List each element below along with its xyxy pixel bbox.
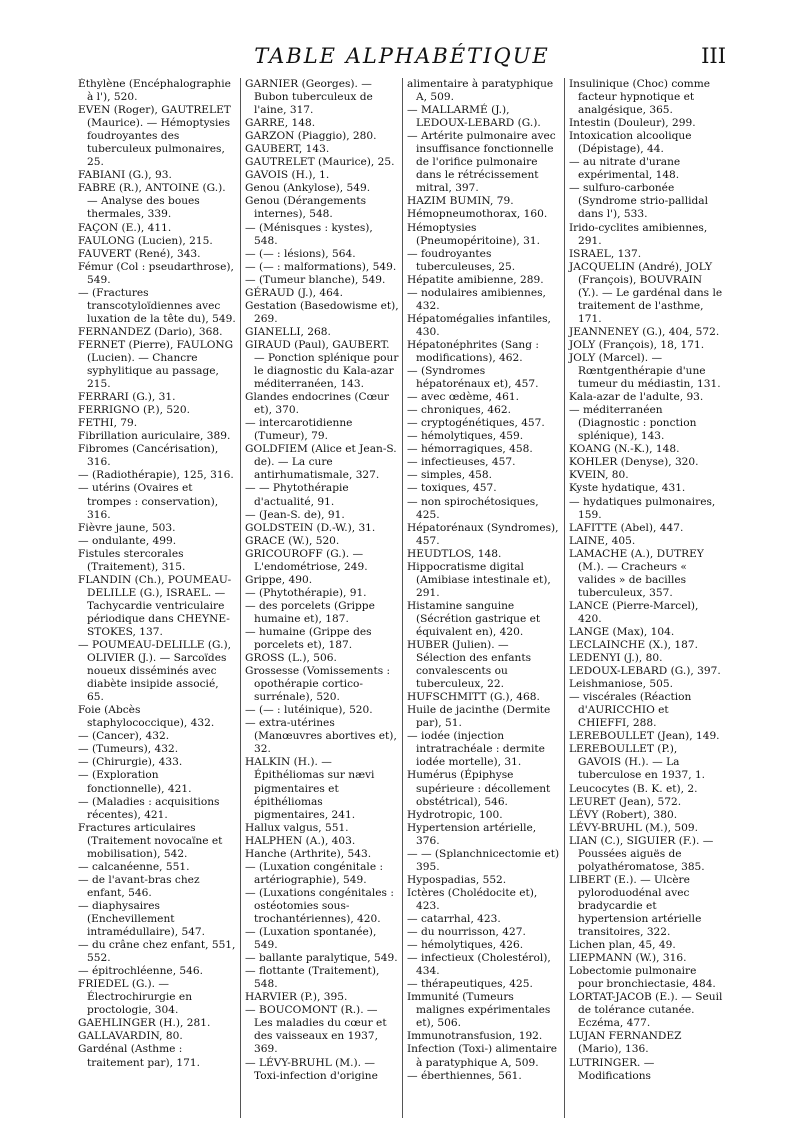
index-entry: — avec œdème, 461. [407, 391, 519, 404]
index-entry: — (Syndromes hépatorénaux et), 457. [407, 365, 539, 391]
index-column-1 [78, 78, 240, 1118]
index-entry: Immunotransfusion, 192. [407, 1030, 543, 1043]
index-entry: GROSS (L.), 506. [245, 652, 337, 665]
index-entry: — des porcelets (Grippe humaine et), 187. [245, 599, 375, 625]
index-entry: Humérus (Épiphyse supérieure : décollement obstétrical), 546. [407, 769, 551, 808]
index-entry: HUFSCHMITT (G.), 468. [407, 691, 540, 704]
index-entry: — du nourrisson, 427. [407, 926, 526, 939]
index-column-4 [564, 78, 726, 1118]
index-entry: Lichen plan, 45, 49. [569, 939, 676, 952]
index-entry: GOLDSTEIN (D.-W.), 31. [245, 521, 376, 534]
index-entry: FETHI, 79. [78, 417, 138, 430]
index-entry: GÉRAUD (J.), 464. [245, 286, 343, 299]
index-entry: Kala-azar de l'adulte, 93. [569, 391, 704, 404]
index-entry: LEDENYI (J.), 80. [569, 652, 663, 665]
index-entry: HARVIER (P.), 395. [245, 991, 348, 1004]
index-entry: FERRARI (G.), 31. [78, 391, 176, 404]
index-entry: — cryptogénétiques, 457. [407, 417, 545, 430]
index-entry: ISRAEL, 137. [569, 247, 642, 260]
index-entry: Fractures articulaires (Traitement novocaïne et mobilisation), 542. [78, 821, 223, 860]
index-entry: Fièvre jaune, 503. [78, 521, 176, 534]
index-entry: LUJAN FERNANDEZ (Mario), 136. [569, 1030, 682, 1056]
index-entry: GARZON (Piaggio), 280. [245, 130, 377, 143]
index-entry: — éberthiennes, 561. [407, 1069, 522, 1082]
index-entry: — nodulaires amibiennes, 432. [407, 286, 546, 312]
index-entry: Fistules stercorales (Traitement), 315. [78, 547, 186, 573]
index-entry: — (Luxation congénitale : artériographie), 549. [245, 860, 384, 886]
index-entry: — sulfuro-carbonée (Syndrome strio-pallidal dans l'), 533. [569, 182, 708, 221]
index-columns [78, 78, 726, 1118]
index-entry: FLANDIN (Ch.), POUMEAU-DELILLE (G.), ISRAEL. — Tachycardie ventriculaire périodique dans CHEYNE-STOKES, 137. [78, 573, 232, 638]
index-entry: KVEIN, 80. [569, 469, 629, 482]
index-entry: Genou (Ankylose), 549. [245, 182, 371, 195]
index-entry: Hypertension artérielle, 376. [407, 821, 537, 847]
index-entry: HALPHEN (A.), 403. [245, 834, 356, 847]
index-entry: FERRIGNO (P.), 520. [78, 404, 190, 417]
index-entry: — (Exploration fonctionnelle), 421. [78, 769, 192, 795]
index-entry: Histamine sanguine (Sécrétion gastrique et équivalent en), 420. [407, 599, 541, 638]
index-entry: alimentaire à paratyphique A, 509. [407, 78, 554, 104]
page-header [78, 44, 726, 72]
index-entry: Intestin (Douleur), 299. [569, 117, 696, 130]
index-entry: Fibrillation auriculaire, 389. [78, 430, 231, 443]
index-entry: — non spirochétosiques, 425. [407, 495, 539, 521]
index-entry: GAUTRELET (Maurice), 25. [245, 156, 395, 169]
index-entry: HEUDTLOS, 148. [407, 547, 502, 560]
index-entry: GOLDFIEM (Alice et Jean-S. de). — La cure antirhumatismale, 327. [245, 443, 397, 482]
index-entry: — toxiques, 457. [407, 482, 497, 495]
index-entry: Immunité (Tumeurs malignes expérimentales et), 506. [407, 991, 551, 1030]
index-entry: LEURET (Jean), 572. [569, 795, 682, 808]
index-entry: Hippocratisme digital (Amibiase intestinale et), 291. [407, 560, 551, 599]
index-entry: Gardénal (Asthme : traitement par), 171. [78, 1043, 200, 1069]
index-entry: — catarrhal, 423. [407, 913, 501, 925]
index-entry: FABRE (R.), ANTOINE (G.). — Analyse des boues thermales, 339. [78, 182, 226, 221]
index-entry: Ictères (Cholédocite et), 423. [407, 886, 538, 912]
index-entry: — de l'avant-bras chez enfant, 546. [78, 873, 200, 899]
index-entry: Hydrotropic, 100. [407, 808, 503, 821]
index-entry: — simples, 458. [407, 469, 493, 482]
index-entry: — hémorragiques, 458. [407, 443, 533, 456]
index-entry: Glandes endocrines (Cœur et), 370. [245, 391, 389, 417]
index-entry: — ondulante, 499. [78, 534, 177, 547]
index-entry: Huile de jacinthe (Dermite par), 51. [407, 704, 551, 730]
index-entry: — — Phytothérapie d'actualité, 91. [245, 482, 349, 508]
index-entry: — BOUCOMONT (R.). — Les maladies du cœur et des vaisseaux en 1937, 369. [245, 1004, 387, 1056]
index-entry: — thérapeutiques, 425. [407, 978, 533, 991]
index-entry: — (Maladies : acquisitions récentes), 421. [78, 795, 220, 821]
index-entry: Grossesse (Vomissements : opothérapie cortico-surrénale), 520. [245, 665, 391, 704]
index-entry: GAUBERT, 143. [245, 143, 330, 156]
index-entry: Fémur (Col : pseudarthrose), 549. [78, 260, 234, 286]
index-entry: — iodée (injection intratrachéale : dermite iodée mortelle), 31. [407, 730, 545, 769]
index-entry: FERNET (Pierre), FAULONG (Lucien). — Chancre syphylitique au passage, 215. [78, 338, 234, 391]
index-entry: Hépatite amibienne, 289. [407, 273, 544, 286]
index-entry: LÉVY-BRUHL (M.), 509. [569, 821, 698, 834]
index-entry: Infection (Toxi-) alimentaire à paratyphique A, 509. [407, 1043, 558, 1069]
index-entry: — au nitrate d'urane expérimental, 148. [569, 156, 681, 182]
index-entry: EVEN (Roger), GAUTRELET (Maurice). — Hémoptysies foudroyantes des tuberculeux pulmonaires, 25. [78, 104, 231, 169]
index-entry: — (Fractures transcotyloïdiennes avec luxation de la tête du), 549. [78, 286, 236, 325]
index-entry: — (— : malformations), 549. [245, 260, 397, 273]
page-number: III [701, 44, 726, 68]
index-entry: — épitrochléenne, 546. [78, 965, 204, 978]
index-entry: HALKIN (H.). — Épithéliomas sur nævi pigmentaires et épithéliomas pigmentaires, 241. [245, 756, 375, 821]
index-entry: Insulinique (Choc) comme facteur hypnotique et analgésique, 365. [569, 78, 711, 117]
index-entry: LAFITTE (Abel), 447. [569, 521, 684, 534]
index-entry: Leucocytes (B. K. et), 2. [569, 782, 698, 795]
index-entry: — (Cancer), 432. [78, 730, 170, 743]
index-entry: — (Phytothérapie), 91. [245, 586, 367, 599]
index-entry: — hydatiques pulmonaires, 159. [569, 495, 716, 521]
index-entry: LANGE (Max), 104. [569, 625, 675, 638]
index-entry: Intoxication alcoolique (Dépistage), 44. [569, 130, 692, 156]
index-entry: LÉVY (Robert), 380. [569, 808, 678, 821]
index-entry: LAINE, 405. [569, 534, 636, 547]
index-entry: — (Luxation spontanée), 549. [245, 926, 377, 952]
index-entry: — (Jean-S. de), 91. [245, 508, 345, 521]
index-entry: — (Radiothérapie), 125, 316. [78, 469, 234, 482]
index-entry: GRICOUROFF (G.). — L'endométriose, 249. [245, 547, 368, 573]
index-entry: — flottante (Traitement), 548. [245, 965, 380, 991]
index-entry: LEREBOULLET (P.), GAVOIS (H.). — La tuberculose en 1937, 1. [569, 743, 706, 782]
index-entry: Hanche (Arthrite), 543. [245, 847, 372, 860]
index-entry: FABIANI (G.), 93. [78, 169, 172, 182]
index-entry: LAMACHE (A.), DUTREY (M.). — Cracheurs « valides » de bacilles tuberculeux, 357. [569, 547, 704, 599]
index-entry: FERNANDEZ (Dario), 368. [78, 325, 223, 338]
index-entry: — foudroyantes tuberculeuses, 25. [407, 247, 516, 273]
index-entry: Hémoptysies (Pneumopéritoine), 31. [407, 221, 540, 247]
index-entry: HUBER (Julien). — Sélection des enfants convalescents ou tuberculeux, 22. [407, 639, 532, 691]
index-entry: GIRAUD (Paul), GAUBERT. — Ponction splénique pour le diagnostic du Kala-azar méditerranéen, 143. [245, 338, 399, 391]
index-entry: GAEHLINGER (H.), 281. [78, 1017, 211, 1030]
index-entry: GIANELLI, 268. [245, 325, 331, 338]
index-entry: Fibromes (Cancérisation), 316. [78, 443, 219, 469]
index-entry: — extra-utérines (Manœuvres abortives et), 32. [245, 717, 397, 756]
index-entry: — chroniques, 462. [407, 404, 512, 417]
index-entry: — calcanéenne, 551. [78, 860, 190, 873]
index-entry: LECLAINCHE (X.), 187. [569, 639, 698, 652]
index-entry: Hallux valgus, 551. [245, 821, 349, 834]
index-entry: — (Ménisques : kystes), 548. [245, 221, 373, 247]
index-entry: JACQUELIN (André), JOLY (François), BOUVRAIN (Y.). — Le gardénal dans le traitement de l'asthme, 171. [569, 260, 723, 325]
index-entry: GARNIER (Georges). — Bubon tuberculeux de l'aine, 317. [245, 78, 373, 117]
index-entry: GRACE (W.), 520. [245, 534, 340, 547]
index-entry: — LÉVY-BRUHL (M.). — Toxi-infection d'origine [245, 1056, 378, 1082]
index-entry: LEDOUX-LEBARD (G.), 397. [569, 665, 721, 678]
index-entry: FAULONG (Lucien), 215. [78, 234, 213, 247]
index-entry: GARRE, 148. [245, 117, 316, 130]
index-entry: JEANNENEY (G.), 404, 572. [569, 325, 720, 338]
index-entry: Hépatonéphrites (Sang : modifications), 462. [407, 338, 539, 364]
index-entry: FRIEDEL (G.). — Électrochirurgie en proctologie, 304. [78, 978, 193, 1017]
index-entry: Kyste hydatique, 431. [569, 482, 686, 495]
index-entry: Lobectomie pulmonaire pour bronchiectasie, 484. [569, 965, 716, 991]
index-entry: — infectieuses, 457. [407, 456, 516, 469]
index-entry: Éthylène (Encéphalographie à l'), 520. [78, 78, 231, 104]
index-entry: — diaphysaires (Enchevillement intramédullaire), 547. [78, 899, 206, 939]
index-entry: LIAN (C.), SIGUIER (F.). — Poussées aiguës de polyathéromatose, 385. [569, 834, 714, 873]
index-entry: Genou (Dérangements internes), 548. [245, 195, 367, 221]
index-entry: — humaine (Grippe des porcelets et), 187. [245, 625, 372, 652]
index-entry: FAÇON (E.), 411. [78, 221, 172, 234]
index-entry: Foie (Abcès staphylococcique), 432. [78, 704, 215, 730]
index-entry: — Artérite pulmonaire avec insuffisance fonctionnelle de l'orifice pulmonaire dans le rétrécissement mitral, 397. [407, 130, 556, 195]
index-entry: Leishmaniose, 505. [569, 678, 673, 691]
index-entry: KOANG (N.-K.), 148. [569, 443, 680, 456]
index-entry: Hépatomégalies infantiles, 430. [407, 312, 551, 338]
index-entry: — hémolytiques, 426. [407, 939, 524, 952]
index-entry: — viscérales (Réaction d'AURICCHIO et CHIEFFI, 288. [569, 691, 692, 730]
index-entry: — méditerranéen (Diagnostic : ponction splénique), 143. [569, 404, 697, 443]
page-title: TABLE ALPHABÉTIQUE [254, 44, 550, 68]
index-entry: JOLY (Marcel). — Rœntgenthérapie d'une tumeur du médiastin, 131. [569, 351, 721, 391]
index-entry: Hépatorénaux (Syndromes), 457. [407, 521, 559, 547]
index-column-2 [240, 78, 402, 1118]
index-entry: Hémopneumothorax, 160. [407, 208, 548, 221]
index-entry: — (Luxations congénitales : ostéotomies sous-trochantériennes), 420. [245, 886, 394, 925]
index-entry: LEREBOULLET (Jean), 149. [569, 730, 720, 743]
index-entry: Hypospadias, 552. [407, 873, 507, 886]
index-entry: JOLY (François), 18, 171. [569, 338, 705, 351]
index-entry: HAZIM BUMIN, 79. [407, 195, 514, 208]
index-entry: — (Tumeur blanche), 549. [245, 273, 386, 286]
index-entry: — (Tumeurs), 432. [78, 743, 179, 756]
index-entry: GAVOIS (H.), 1. [245, 169, 330, 182]
index-entry: — du crâne chez enfant, 551, 552. [78, 939, 236, 965]
index-entry: LIBERT (E.). — Ulcère pyloroduodénal avec bradycardie et hypertension artérielle transitoires, 322. [569, 873, 702, 939]
index-entry: — — (Splanchnicectomie et) 395. [407, 847, 560, 873]
index-entry: — ballante paralytique, 549. [245, 952, 398, 965]
index-entry: KOHLER (Denyse), 320. [569, 456, 699, 469]
index-entry: — intercarotidienne (Tumeur), 79. [245, 417, 353, 443]
index-column-3 [402, 78, 564, 1118]
index-entry: Irido-cyclites amibiennes, 291. [569, 221, 708, 247]
index-entry: GALLAVARDIN, 80. [78, 1030, 183, 1043]
index-entry: LORTAT-JACOB (E.). — Seuil de tolérance cutanée. Eczéma, 477. [569, 991, 723, 1030]
index-entry: Grippe, 490. [245, 573, 313, 586]
index-entry: — (— : lésions), 564. [245, 247, 356, 260]
index-entry: LUTRINGER. — Modifications [569, 1056, 655, 1082]
index-entry: Gestation (Basedowisme et), 269. [245, 299, 399, 325]
index-entry: — utérins (Ovaires et trompes : conservation), 316. [78, 482, 219, 521]
index-entry: — (— : lutéinique), 520. [245, 704, 373, 717]
index-entry: LANCE (Pierre-Marcel), 420. [569, 599, 699, 625]
index-entry: LIEPMANN (W.), 316. [569, 952, 687, 965]
index-entry: — MALLARMÉ (J.), LEDOUX-LEBARD (G.). [407, 104, 541, 130]
index-entry: — (Chirurgie), 433. [78, 756, 183, 769]
index-entry: — POUMEAU-DELILLE (G.), OLIVIER (J.). — Sarcoïdes noueux disséminés avec diabète insipide associé, 65. [78, 639, 231, 704]
index-entry: FAUVERT (René), 343. [78, 247, 201, 260]
index-entry: — infectieux (Cholestérol), 434. [407, 952, 551, 978]
index-entry: — hémolytiques, 459. [407, 430, 524, 443]
